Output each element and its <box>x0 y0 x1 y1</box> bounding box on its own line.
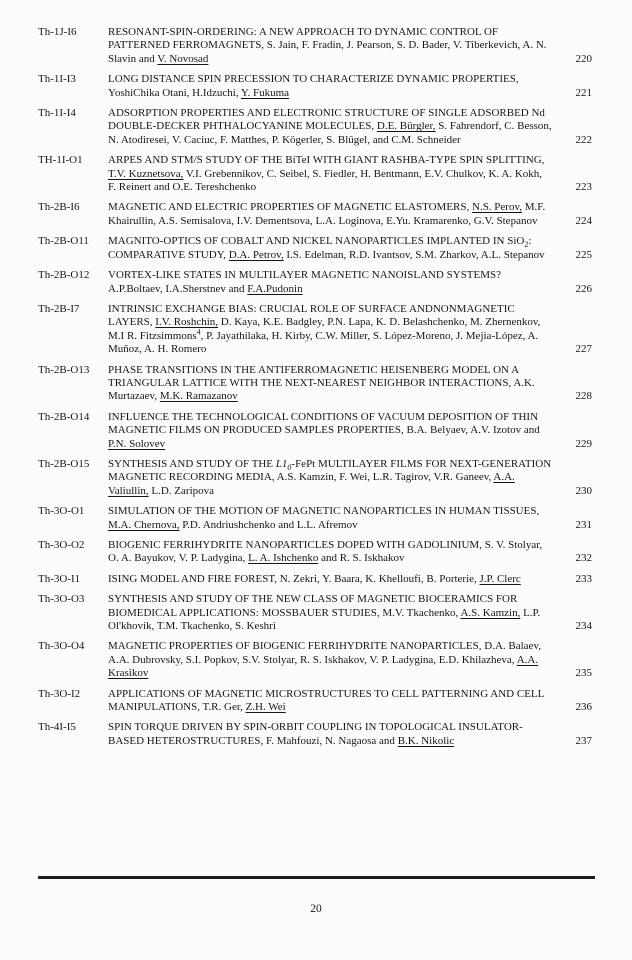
title-text: SIMULATION OF THE MOTION OF MAGNETIC NANOPARTICLES IN HUMAN TISSUES, <box>108 505 540 518</box>
entry-title-authors <box>108 505 552 532</box>
toc-entry <box>38 505 592 532</box>
session-code: Th-1J-I6 <box>38 26 77 38</box>
session-code: TH-1I-O1 <box>38 154 83 167</box>
presenting-author: N.S. Perov, <box>472 201 523 214</box>
entry-page-number: 222 <box>575 133 592 146</box>
entry-page-number: 225 <box>575 248 592 261</box>
presenting-author: M.A. Chernova, <box>108 518 180 531</box>
presenting-author: A.A. Krasikov <box>108 653 539 680</box>
entry-title-authors <box>108 458 552 498</box>
presenting-author: I.V. Roshchin, <box>155 316 219 329</box>
entry-page-number: 224 <box>575 214 592 227</box>
title-text: L.D. Zaripova <box>148 484 215 497</box>
title-text: I.S. Edelman, R.D. Ivantsov, S.M. Zharkov, A.L. Stepanov <box>283 248 545 261</box>
title-text: LONG DISTANCE SPIN PRECESSION TO CHARACTERIZE DYNAMIC PROPERTIES, YoshiChika Otani, H.Idzuchi, <box>108 73 519 99</box>
entry-page-number: 223 <box>575 181 592 194</box>
entry-page-number: 227 <box>575 343 592 356</box>
presenting-author: D.E. Bürgler, <box>376 120 436 133</box>
toc-entry <box>38 688 592 715</box>
presenting-author: P.N. Solovev <box>108 437 166 450</box>
toc-entry <box>38 73 592 100</box>
entry-title-authors <box>108 26 552 66</box>
title-text: INTRINSIC EXCHANGE BIAS: CRUCIAL ROLE OF SURFACE ANDNONMAGNETIC LAYERS, <box>108 302 515 329</box>
toc-entry <box>38 201 592 228</box>
title-text: ARPES AND STM/S STUDY OF THE BiTeI WITH GIANT RASHBA-TYPE SPIN SPLITTING, <box>108 154 545 167</box>
toc-entry <box>38 235 592 262</box>
title-text: SYNTHESIS AND STUDY OF THE <box>108 457 276 470</box>
session-code: Th-2B-O13 <box>38 363 90 376</box>
title-text: APPLICATIONS OF MAGNETIC MICROSTRUCTURES TO CELL PATTERNING AND CELL MANIPULATIONS, T.R. Ger, <box>108 687 544 714</box>
session-code: Th-2B-I6 <box>38 201 80 214</box>
session-code: Th-3O-O2 <box>38 539 85 551</box>
entry-title-authors <box>108 235 552 262</box>
presenting-author: Z.H. Wei <box>245 701 286 714</box>
toc-entry <box>38 107 592 147</box>
title-text: SPIN TORQUE DRIVEN BY SPIN-ORBIT COUPLING IN TOPOLOGICAL INSULATOR-BASED HETEROSTRUCTURES, F. Mahfouzi, N. Nagaosa and <box>108 721 523 747</box>
entry-title-authors <box>108 411 552 451</box>
title-text: ADSORPTION PROPERTIES AND ELECTRONIC STRUCTURE OF SINGLE ADSORBED Nd DOUBLE-DECKER PHTHALOCYANINE MOLECULES, <box>108 107 545 133</box>
entry-page-number: 228 <box>575 390 592 403</box>
session-code: Th-1I-I4 <box>38 107 76 120</box>
presenting-author: A.A. Valiullin, <box>108 471 515 497</box>
title-text: -FePt MULTILAYER FILMS FOR NEXT-GENERATION MAGNETIC RECORDING MEDIA, A.S. Kamzin, F. Wei, L.R. Tagirov, V.R. Ganeev, <box>108 457 552 484</box>
toc-entry <box>38 26 592 66</box>
entry-page-number: 231 <box>575 518 592 531</box>
entry-page-number: 230 <box>575 484 592 497</box>
entry-title-authors <box>108 640 552 680</box>
entry-title-authors <box>108 154 552 194</box>
session-code: Th-3O-O4 <box>38 640 85 653</box>
title-text: and R. S. Iskhakov <box>318 552 405 565</box>
footer-rule <box>38 876 595 879</box>
title-text: 4 <box>196 327 201 337</box>
toc-entry <box>38 364 592 404</box>
entry-title-authors <box>108 269 552 296</box>
presenting-author: L. A. Ishchenko <box>248 552 319 565</box>
session-code: Th-3O-I1 <box>38 572 81 585</box>
title-text: D. Kaya, K.E. Badgley, P.N. Lapa, K. D. Belashchenko, M. Zhernenkov, M.I R. Fitzsimmons <box>108 316 541 342</box>
title-text: L.P. Ol'khovik, T.M. Tkachenko, S. Keshri <box>108 606 541 633</box>
title-text: P.D. Andriushchenko and L.L. Afremov <box>179 518 358 531</box>
entry-page-number: 236 <box>575 701 592 714</box>
entry-page-number: 220 <box>575 52 592 65</box>
entry-title-authors <box>108 303 552 357</box>
title-text: BIOGENIC FERRIHYDRITE NANOPARTICLES DOPED WITH GADOLINIUM, S. V. Stolyar, O. A. Bayukov, V. P. Ladygina, <box>108 539 543 565</box>
session-code: Th-3O-O1 <box>38 505 85 518</box>
entry-page-number: 221 <box>575 86 592 99</box>
session-code: Th-2B-O15 <box>38 457 90 470</box>
title-text: M.F. Khairullin, A.S. Semisalova, I.V. Dementsova, L.A. Loginova, E.Yu. Kramarenko, G.V. Stepanov <box>108 201 546 227</box>
title-text: V.I. Grebennikov, C. Seibel, S. Fiedler, H. Bentmann, E.V. Chulkov, K. A. Kokh, F. Reinert and O.E. Tereshchenko <box>108 167 543 194</box>
title-text: INFLUENCE THE TECHNOLOGICAL CONDITIONS OF VACUUM DEPOSITION OF THIN MAGNETIC FILMS ON PRODUCED SAMPLES PROPERTIES, B.A. Belyaev, A.V. Izotov and <box>108 410 540 437</box>
title-text: ISING MODEL AND FIRE FOREST, N. Zekri, Y. Baara, K. Khelloufi, B. Porterie, <box>108 572 480 585</box>
presenting-author: B.K. Nikolic <box>397 734 455 747</box>
title-text: : COMPARATIVE STUDY, <box>108 235 532 261</box>
session-code: Th-2B-O14 <box>38 410 90 423</box>
entry-title-authors <box>108 593 552 633</box>
session-code: Th-3O-I2 <box>38 687 81 700</box>
toc-entry <box>38 269 592 296</box>
title-text: RESONANT-SPIN-ORDERING: A NEW APPROACH TO DYNAMIC CONTROL OF PATTERNED FERROMAGNETS, S. Jain, F. Fradin, J. Pearson, S. D. Bader, V. Tiberkevich, A. N. Slavin and <box>108 26 547 65</box>
title-text: MAGNITO-OPTICS OF COBALT AND NICKEL NANOPARTICLES IMPLANTED IN SiO <box>108 235 525 248</box>
title-text: S. Fahrendorf, C. Besson, N. Atodiresei, V. Caciuc, F. Matthes, P. Kögerler, S. Blügel, and C.M. Schneider <box>108 120 552 146</box>
presenting-author: T.V. Kuznetsova, <box>108 167 184 180</box>
entry-page-number: 233 <box>575 572 592 585</box>
title-text: PHASE TRANSITIONS IN THE ANTIFERROMAGNETIC HEISENBERG MODEL ON A TRIANGULAR LATTICE WITH THE NEXT-NEAREST NEIGHBOR INTERACTIONS, A.K. Murtazaev, <box>108 363 535 403</box>
entry-page-number: 226 <box>575 282 592 295</box>
entry-title-authors <box>108 107 552 147</box>
entry-title-authors <box>108 539 552 566</box>
entry-page-number: 229 <box>575 437 592 450</box>
entry-title-authors <box>108 688 552 715</box>
session-code: Th-2B-O11 <box>38 235 89 248</box>
presenting-author: J.P. Clerc <box>479 572 521 585</box>
toc-entry <box>38 573 592 586</box>
presenting-author: V. Novosad <box>157 52 209 65</box>
entry-title-authors <box>108 73 552 100</box>
toc-entry <box>38 640 592 680</box>
entry-page-number: 237 <box>575 734 592 747</box>
presenting-author: A.S. Kamzin, <box>460 606 521 619</box>
entry-page-number: 232 <box>575 552 592 565</box>
toc-entry <box>38 539 592 566</box>
title-text: , P. Jayathilaka, H. Kirby, C.W. Miller, S. López-Moreno, J. Mejia-López, A. Muñoz, A. H. Romero <box>108 329 539 356</box>
title-text: MAGNETIC PROPERTIES OF BIOGENIC FERRIHYDRITE NANOPARTICLES, D.A. Balaev, A.A. Dubrovsky, S.I. Popkov, S.V. Stolyar, R. S. Iskhakov, V. P. Ladygina, E.D. Khilazheva, <box>108 640 541 666</box>
entry-page-number: 235 <box>575 667 592 680</box>
presenting-author: M.K. Ramazanov <box>159 390 238 403</box>
entry-page-number: 234 <box>575 620 592 633</box>
toc-entry <box>38 411 592 451</box>
title-text: SYNTHESIS AND STUDY OF THE NEW CLASS OF MAGNETIC BIOCERAMICS FOR BIOMEDICAL APPLICATIONS: MOSSBAUER STUDIES, M.V. Tkachenko, <box>108 593 518 619</box>
toc-entry <box>38 721 592 748</box>
presenting-author: D.A. Petrov, <box>228 248 284 261</box>
title-text: 2 <box>524 240 529 250</box>
entry-title-authors <box>108 364 552 404</box>
entry-title-authors <box>108 573 552 586</box>
presenting-author: Y. Fukuma <box>240 86 290 99</box>
title-text: VORTEX-LIKE STATES IN MULTILAYER MAGNETIC NANOISLAND SYSTEMS? A.P.Boltaev, I.A.Sherstnev and <box>108 269 502 295</box>
title-text: MAGNETIC AND ELECTRIC PROPERTIES OF MAGNETIC ELASTOMERS, <box>108 201 472 214</box>
entry-title-authors <box>108 721 552 748</box>
presenting-author: F.A.Pudonin <box>247 282 303 295</box>
toc-entry <box>38 593 592 633</box>
footer-page-number: 20 <box>310 903 322 915</box>
title-text: 0 <box>287 463 292 473</box>
entry-title-authors <box>108 201 552 228</box>
session-code: Th-4I-I5 <box>38 721 76 734</box>
toc-list <box>38 26 592 755</box>
title-text: L1 <box>275 457 288 470</box>
session-code: Th-1I-I3 <box>38 73 76 86</box>
toc-entry <box>38 458 592 498</box>
toc-entry <box>38 303 592 357</box>
toc-entry <box>38 154 592 194</box>
session-code: Th-3O-O3 <box>38 593 85 606</box>
session-code: Th-2B-I7 <box>38 302 80 315</box>
session-code: Th-2B-O12 <box>38 269 90 282</box>
